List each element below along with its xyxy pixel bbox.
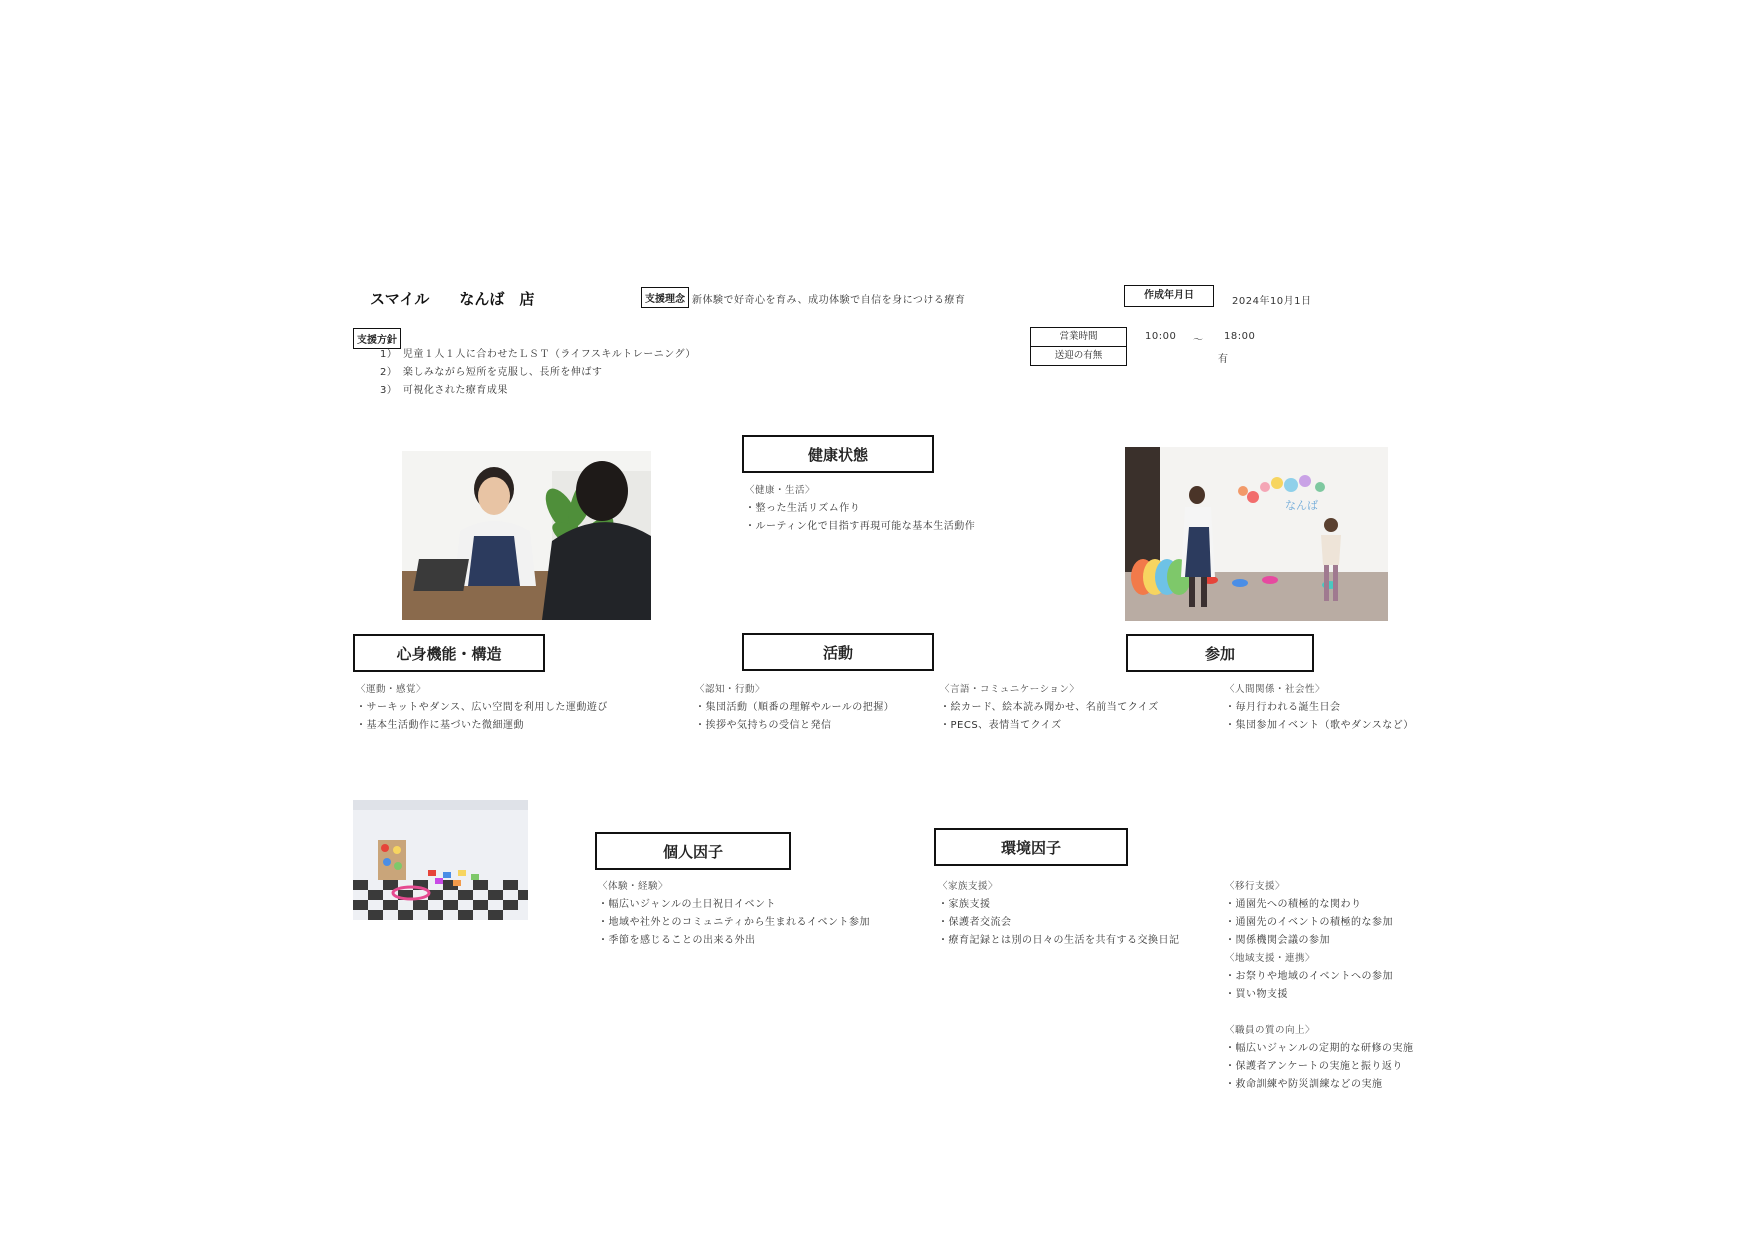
body-item: ・基本生活動作に基づいた微細運動 — [356, 720, 524, 731]
extra-item: ・買い物支援 — [1225, 989, 1288, 1000]
participation-category: 〈人間関係・社会性〉 — [1225, 684, 1326, 695]
body-heading: 心身機能・構造 — [353, 634, 545, 672]
health-item: ・ルーティン化で目指す再現可能な基本生活動作 — [745, 521, 976, 532]
philosophy-text: 新体験で好奇心を育み、成功体験で自信を身につける療育 — [692, 295, 966, 306]
hours-start: 10:00 — [1145, 331, 1177, 342]
participation-heading: 参加 — [1126, 634, 1314, 672]
policy-list — [380, 346, 696, 400]
extra-item: ・通園先への積極的な関わり — [1225, 899, 1362, 910]
extra-item: ・幅広いジャンルの定期的な研修の実施 — [1225, 1043, 1414, 1054]
extra-item: ・関係機関会議の参加 — [1225, 935, 1330, 946]
health-item: ・整った生活リズム作り — [745, 503, 861, 514]
body-list — [356, 681, 608, 735]
hours-label: 営業時間 — [1030, 327, 1127, 347]
health-category: 〈健康・生活〉 — [745, 485, 816, 496]
staff-category: 〈職員の質の向上〉 — [1225, 1025, 1316, 1036]
floor-photo — [353, 800, 528, 920]
personal-item: ・季節を感じることの出来る外出 — [598, 935, 756, 946]
extra-item: ・保護者アンケートの実施と振り返り — [1225, 1061, 1403, 1072]
body-item: ・サーキットやダンス、広い空間を利用した運動遊び — [356, 702, 608, 713]
communication-category: 〈言語・コミュニケーション〉 — [940, 684, 1080, 695]
personal-category: 〈体験・経験〉 — [598, 881, 669, 892]
environment-item: ・療育記録とは別の日々の生活を共有する交換日記 — [938, 935, 1180, 946]
environment-item: ・保護者交流会 — [938, 917, 1012, 928]
extra-item: ・通園先のイベントの積極的な参加 — [1225, 917, 1393, 928]
activity-list — [695, 681, 894, 735]
environment-category: 〈家族支援〉 — [938, 881, 999, 892]
consultation-photo — [402, 451, 651, 620]
store-name: スマイル なんば 店 — [370, 290, 535, 308]
hours-end: 18:00 — [1224, 331, 1256, 342]
health-list — [745, 482, 975, 536]
spacer — [1225, 1004, 1414, 1022]
personal-item: ・地域や社外とのコミュニティから生まれるイベント参加 — [598, 917, 870, 928]
extra-item: ・お祭りや地域のイベントへの参加 — [1225, 971, 1393, 982]
personal-heading: 個人因子 — [595, 832, 791, 870]
wall-text: なんば — [1285, 499, 1318, 512]
environment-extra-list — [1225, 878, 1414, 1094]
policy-item: 1） 児童１人１人に合わせたＬＳＴ（ライフスキルトレーニング） — [380, 349, 696, 360]
transport-value: 有 — [1218, 354, 1229, 365]
extra-item: ・救命訓練や防災訓練などの実施 — [1225, 1079, 1383, 1090]
participation-item: ・毎月行われる誕生日会 — [1225, 702, 1341, 713]
playroom-photo — [1125, 447, 1388, 621]
environment-item: ・家族支援 — [938, 899, 991, 910]
created-date: 2024年10月1日 — [1232, 296, 1312, 307]
body-category: 〈運動・感覚〉 — [356, 684, 427, 695]
activity-heading: 活動 — [742, 633, 934, 671]
transport-label: 送迎の有無 — [1030, 346, 1127, 366]
personal-item: ・幅広いジャンルの土日祝日イベント — [598, 899, 777, 910]
environment-heading: 環境因子 — [934, 828, 1128, 866]
activity-category: 〈認知・行動〉 — [695, 684, 766, 695]
transition-category: 〈移行支援〉 — [1225, 881, 1286, 892]
policy-item: 3） 可視化された療育成果 — [380, 385, 508, 396]
personal-list — [598, 878, 870, 950]
policy-label: 支援方針 — [353, 328, 401, 349]
communication-item: ・絵カード、絵本読み聞かせ、名前当てクイズ — [940, 702, 1159, 713]
community-category: 〈地域支援・連携〉 — [1225, 953, 1316, 964]
health-heading: 健康状態 — [742, 435, 934, 473]
philosophy-label: 支援理念 — [641, 287, 689, 308]
activity-item: ・挨拶や気持ちの受信と発信 — [695, 720, 832, 731]
policy-item: 2） 楽しみながら短所を克服し、長所を伸ばす — [380, 367, 603, 378]
activity-item: ・集団活動（順番の理解やルールの把握） — [695, 702, 895, 713]
created-label: 作成年月日 — [1124, 285, 1214, 307]
hours-sep: ～ — [1193, 335, 1204, 346]
environment-list — [938, 878, 1180, 950]
communication-item: ・PECS、表情当てクイズ — [940, 720, 1062, 731]
participation-item: ・集団参加イベント（歌やダンスなど） — [1225, 720, 1414, 731]
communication-list — [940, 681, 1159, 735]
participation-list — [1225, 681, 1414, 735]
